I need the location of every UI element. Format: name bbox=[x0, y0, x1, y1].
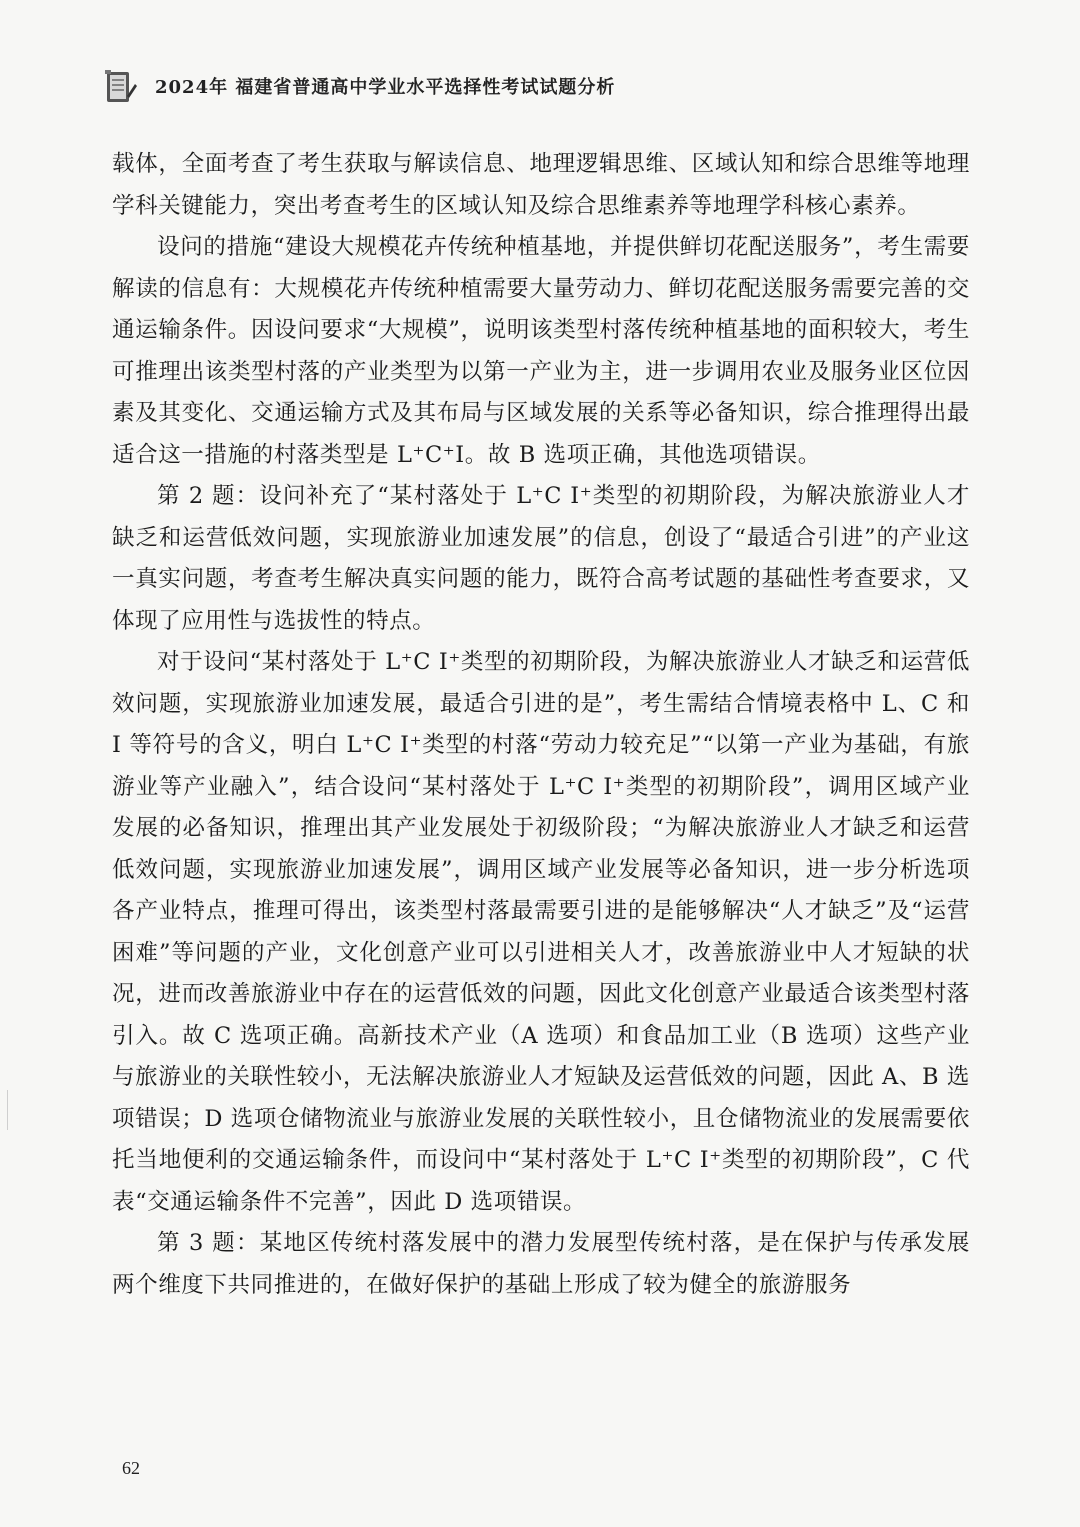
header-title: 2024年 福建省普通高中学业水平选择性考试试题分析 bbox=[155, 77, 616, 98]
paragraph: 第 3 题：某地区传统村落发展中的潜力发展型传统村落，是在保护与传承发展两个维度下共同推进的，在做好保护的基础上形成了较为健全的旅游服务 bbox=[112, 1230, 970, 1298]
running-header bbox=[103, 64, 1003, 108]
paragraph: 设问的措施“建设大规模花卉传统种植基地，并提供鲜切花配送服务”，考生需要解读的信息有：大规模花卉传统种植需要大量劳动力、鲜切花配送服务需要完善的交通运输条件。因设问要求“大规模”，说明该类型村落传统种植基地的面积较大，考生可推理出该类型村落的产业类型为以第一产业为主，进一步调用农业及服务业区位因素及其变化、交通运输方式及其布局与区域发展的关系等必备知识，综合推理得出最适合这一措施的村落类型是 L⁺C⁺I。故 B 选项正确，其他选项错误。 bbox=[112, 234, 970, 468]
paragraph: 载体，全面考查了考生获取与解读信息、地理逻辑思维、区域认知和综合思维等地理学科关键能力，突出考查考生的区域认知及综合思维素养等地理学科核心素养。 bbox=[112, 151, 970, 219]
paragraph: 第 2 题：设问补充了“某村落处于 L⁺C I⁺类型的初期阶段，为解决旅游业人才缺乏和运营低效问题，实现旅游业加速发展”的信息，创设了“最适合引进”的产业这一真实问题，考查考生解决真实问题的能力，既符合高考试题的基础性考查要求，又体现了应用性与选拔性的特点。 bbox=[112, 483, 970, 634]
body-text bbox=[112, 144, 970, 1306]
book-icon bbox=[103, 66, 139, 106]
paragraph: 对于设问“某村落处于 L⁺C I⁺类型的初期阶段，为解决旅游业人才缺乏和运营低效问题，实现旅游业加速发展，最适合引进的是”，考生需结合情境表格中 L、C 和 I 等符号的含义，明白 L⁺C I⁺类型的村落“劳动力较充足”“以第一产业为基础，有旅游业等产业融入”，结合设问“某村落处于 L⁺C I⁺类型的初期阶段”，调用区域产业发展的必备知识，推理出其产业发展处于初级阶段；“为解决旅游业人才缺乏和运营低效问题，实现旅游业加速发展”，调用区域产业发展等必备知识，进一步分析选项各产业特点，推理可得出，该类型村落最需要引进的是能够解决“人才缺乏”及“运营困难”等问题的产业，文化创意产业可以引进相关人才，改善旅游业中人才短缺的状况，进而改善旅游业中存在的运营低效的问题，因此文化创意产业最适合该类型村落引入。故 C 选项正确。高新技术产业（A 选项）和食品加工业（B 选项）这些产业与旅游业的关联性较小，无法解决旅游业人才短缺及运营低效的问题，因此 A、B 选项错误；D 选项仓储物流业与旅游业发展的关联性较小，且仓储物流业的发展需要依托当地便利的交通运输条件，而设问中“某村落处于 L⁺C I⁺类型的初期阶段”，C 代表“交通运输条件不完善”，因此 D 选项错误。 bbox=[112, 649, 970, 1215]
scan-mark bbox=[7, 1090, 8, 1130]
page-number: 62 bbox=[122, 1458, 140, 1478]
